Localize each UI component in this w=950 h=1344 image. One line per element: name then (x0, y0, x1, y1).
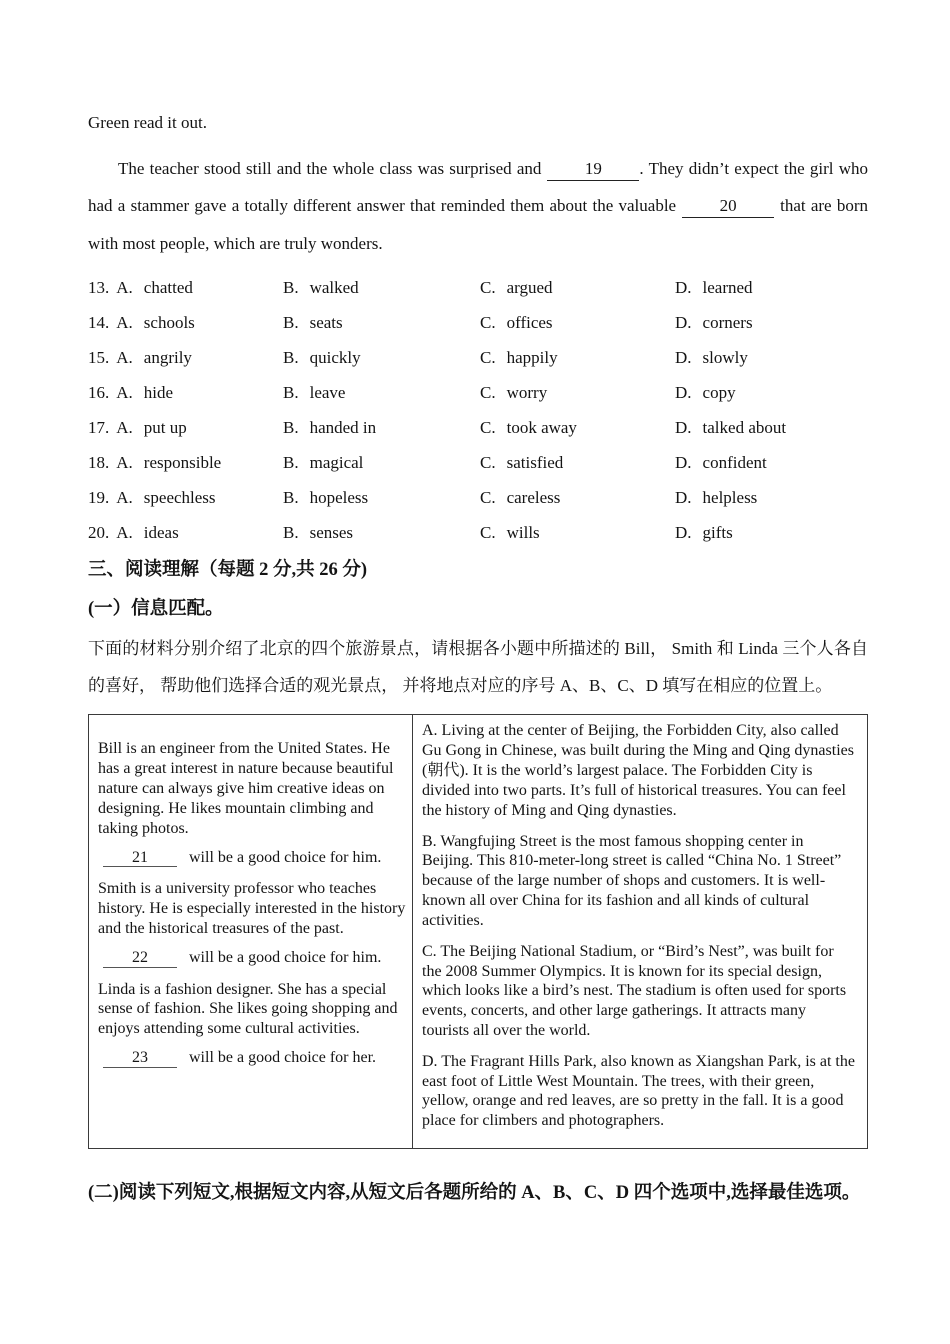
question-row-19 (88, 480, 868, 515)
question-16-option-b: B. leave (283, 382, 346, 402)
question-row-13 (88, 270, 868, 305)
blank-21: 21 (103, 850, 177, 868)
blank-21-caption: will be a good choice for him. (189, 848, 382, 866)
blank-22: 22 (103, 950, 177, 968)
question-row-16 (88, 375, 868, 410)
cloze-blank-20: 20 (682, 197, 774, 218)
attraction-a-forbidden-city: A. Living at the center of Beijing, the Forbidden City, also called Gu Gong in Chinese, was built during the Ming and Qing dynasties (朝代). It is the world’s largest palace. The Forbidden City is divided into two parts. It’s full of historical treasures. You can feel the history of Ming and Qing dynasties. (422, 722, 854, 819)
person-bill-description: Bill is an engineer from the United States. He has a great interest in nature because beautiful nature can always give him creative ideas on designing. He likes mountain climbing and taking photos. (98, 740, 394, 837)
question-15-option-b: B. quickly (283, 347, 361, 367)
matching-right-cell (413, 715, 868, 1149)
questions-list (88, 270, 868, 550)
question-15-option-c: C. happily (480, 347, 558, 367)
passage-tail-line: Green read it out. (88, 113, 207, 132)
question-19-option-a: 19. A. speechless (88, 487, 216, 507)
question-row-20 (88, 515, 868, 550)
section-3-title: 三、阅读理解（每题 2 分,共 26 分) (88, 560, 368, 581)
question-17-option-b: B. handed in (283, 417, 377, 437)
cloze-paragraph (88, 150, 868, 262)
question-19-option-c: C. careless (480, 487, 561, 507)
question-15-option-d: D. slowly (675, 347, 748, 367)
question-13-option-d: D. learned (675, 277, 753, 297)
question-14-option-b: B. seats (283, 312, 343, 332)
question-14-option-d: D. corners (675, 312, 753, 332)
blank-23: 23 (103, 1050, 177, 1068)
question-13-option-a: 13. A. chatted (88, 277, 193, 297)
question-16-option-d: D. copy (675, 382, 736, 402)
question-17-option-c: C. took away (480, 417, 577, 437)
question-15-option-a: 15. A. angrily (88, 347, 192, 367)
blank-23-caption: will be a good choice for her. (189, 1049, 377, 1067)
matching-left-cell (89, 715, 413, 1149)
blank-line-21 (98, 849, 406, 868)
question-18-option-b: B. magical (283, 452, 364, 472)
blank-line-23 (98, 1049, 406, 1068)
question-20-option-d: D. gifts (675, 522, 733, 542)
attraction-b-wangfujing-street: B. Wangfujing Street is the most famous shopping center in Beijing. This 810-meter-long street is called “China No. 1 Street” because of the large number of shops and customers. It is well-known all over China for its fashion and all kinds of cultural activities. (422, 832, 842, 929)
part-2-instructions: (二)阅读下列短文,根据短文内容,从短文后各题所给的 A、B、C、D 四个选项中,选择最佳选项。 (88, 1183, 861, 1204)
question-18-option-c: C. satisfied (480, 452, 564, 472)
question-19-option-b: B. hopeless (283, 487, 369, 507)
question-20-option-b: B. senses (283, 522, 354, 542)
blank-line-22 (98, 949, 406, 968)
question-16-option-c: C. worry (480, 382, 548, 402)
cloze-blank-19: 19 (547, 160, 639, 181)
person-linda-description: Linda is a fashion designer. She has a special sense of fashion. She likes going shopping and enjoys attending some cultural activities. (98, 980, 398, 1038)
question-20-option-a: 20. A. ideas (88, 522, 179, 542)
part-1-instructions: 下面的材料分别介绍了北京的四个旅游景点，请根据各小题中所描述的 Bill， Smith 和 Linda 三个人各自的喜好， 帮助他们选择合适的观光景点， 并将地点对应的序号 A、B、C、D 填写在相应的位置上。 (88, 638, 868, 695)
question-16-option-a: 16. A. hide (88, 382, 174, 402)
question-row-14 (88, 305, 868, 340)
blank-22-caption: will be a good choice for him. (189, 948, 382, 966)
question-14-option-a: 14. A. schools (88, 312, 195, 332)
question-18-option-d: D. confident (675, 452, 767, 472)
matching-table (88, 714, 868, 1149)
attraction-c-national-stadium: C. The Beijing National Stadium, or “Bird’s Nest”, was built for the 2008 Summer Olympics. It is known for its special design, which looks like a bird’s nest. The stadium is often used for sports events, concerts, and other large gatherings. It attracts many tourists all over the world. (422, 942, 847, 1039)
cloze-text-3: that are born with most people, which are truly wonders. (88, 196, 868, 253)
question-19-option-d: D. helpless (675, 487, 758, 507)
question-17-option-a: 17. A. put up (88, 417, 187, 437)
question-20-option-c: C. wills (480, 522, 540, 542)
question-row-18 (88, 445, 868, 480)
question-14-option-c: C. offices (480, 312, 553, 332)
question-row-17 (88, 410, 868, 445)
part-1-title: (一）信息匹配。 (88, 598, 224, 619)
question-row-15 (88, 340, 868, 375)
person-smith-description: Smith is a university professor who teaches history. He is especially interested in the history and the historical treasures of the past. (98, 880, 406, 937)
cloze-text-2: . They didn’t expect the girl who had a stammer gave a totally different answer that reminded them about the valuable (88, 159, 868, 216)
question-13-option-c: C. argued (480, 277, 553, 297)
cloze-text-1: The teacher stood still and the whole class was surprised and (118, 159, 542, 179)
matching-table-row (89, 715, 868, 1149)
question-18-option-a: 18. A. responsible (88, 452, 222, 472)
attraction-d-fragrant-hills: D. The Fragrant Hills Park, also known as Xiangshan Park, is at the east foot of Little West Mountain. The trees, with their green, yellow, orange and red leaves, are so pretty in the fall. It is a good place for climbers and photographers. (422, 1052, 855, 1130)
question-13-option-b: B. walked (283, 277, 359, 297)
question-17-option-d: D. talked about (675, 417, 787, 437)
